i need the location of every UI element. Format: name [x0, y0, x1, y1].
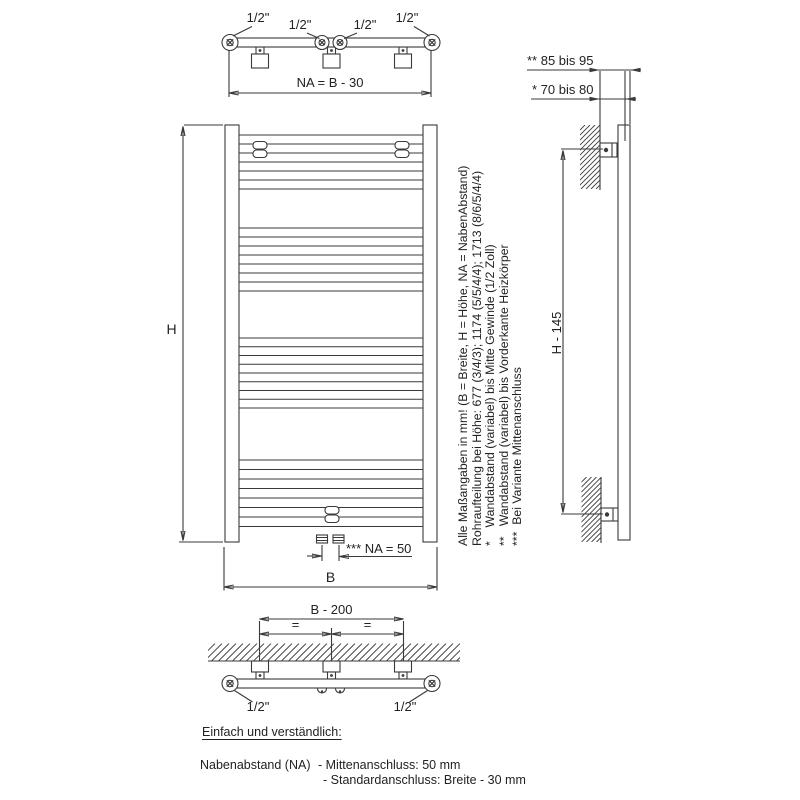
leader-lines [233, 27, 430, 39]
center-connection-stubs [317, 535, 345, 543]
note-line: ** Wandabstand (variabel) bis Vorderkante Heizkörper [496, 244, 511, 546]
note-line: *** Bei Variante Mittenanschluss [510, 367, 525, 546]
bottom-view-center-connection [191, 619, 475, 702]
wall-bracket [252, 661, 269, 679]
note-line: Rohraufteilung bei Höhe: 677 (3/4/3); 1174 (5/5/4/4); 1713 (8/6/5/4/4) [469, 170, 484, 546]
mounting-clip [395, 142, 409, 158]
equal-mark: = [363, 617, 372, 632]
half-inch-label: 1/2" [393, 699, 417, 714]
dimension-height [179, 125, 223, 542]
end-fitting [424, 676, 440, 692]
half-inch-label: 1/2" [395, 10, 419, 25]
dimension-bracket-spacing [561, 149, 603, 514]
half-inch-label: 1/2" [288, 17, 312, 32]
wall-bracket-side [601, 508, 618, 521]
wall-bracket [252, 47, 269, 68]
wall-bracket [323, 47, 340, 68]
footer-term: Nabenabstand (NA) [200, 758, 311, 772]
left-collector-tube [225, 125, 239, 542]
notes-rotated-block [457, 144, 525, 546]
note-line: Alle Maßangaben in mm! (B = Breite, H = Höhe, NA = NabenAbstand) [456, 165, 470, 546]
b200-dimension-label: B - 200 [310, 602, 353, 617]
note-line: * Wandabstand (variabel) bis Mitte Gewinde (1/2 Zoll) [483, 244, 498, 546]
front-view [179, 125, 437, 591]
wall-distance-front-label: ** 85 bis 95 [527, 53, 594, 68]
half-inch-label: 1/2" [246, 10, 270, 25]
mounting-clip [325, 507, 339, 523]
radiator-rungs [239, 135, 423, 527]
na50-dimension-label: *** NA = 50 [346, 541, 412, 556]
side-view [516, 68, 662, 543]
right-collector-tube [423, 125, 437, 542]
end-fitting [222, 35, 238, 51]
footer-heading: Einfach und verständlich: [202, 725, 342, 739]
equal-mark: = [291, 617, 300, 632]
wall-bracket [395, 661, 412, 679]
footer-definition-center: - Mittenanschluss: 50 mm [318, 758, 461, 772]
end-fitting [222, 676, 238, 692]
wall-distance-thread-label: * 70 bis 80 [532, 82, 594, 97]
wall-hatch-top [516, 125, 660, 189]
footer-definition-standard: - Standardanschluss: Breite - 30 mm [323, 773, 526, 787]
wall-hatch-bottom [517, 477, 662, 542]
wall-bracket [395, 47, 412, 68]
width-label: B [325, 569, 336, 585]
h145-dimension-label: H - 145 [549, 311, 564, 355]
radiator-bar-section [227, 38, 437, 47]
height-label: H [166, 321, 177, 337]
wall-bracket-side [600, 143, 617, 157]
wall-bracket [323, 661, 340, 679]
radiator-side-profile [618, 125, 630, 540]
end-fitting [424, 35, 440, 51]
half-inch-label: 1/2" [353, 17, 377, 32]
mounting-clip [253, 142, 267, 158]
radiator-bar-section [227, 679, 437, 688]
half-inch-label: 1/2" [246, 699, 270, 714]
na-b30-dimension-label: NA = B - 30 [296, 75, 364, 90]
wall-hatch-band [191, 644, 475, 662]
